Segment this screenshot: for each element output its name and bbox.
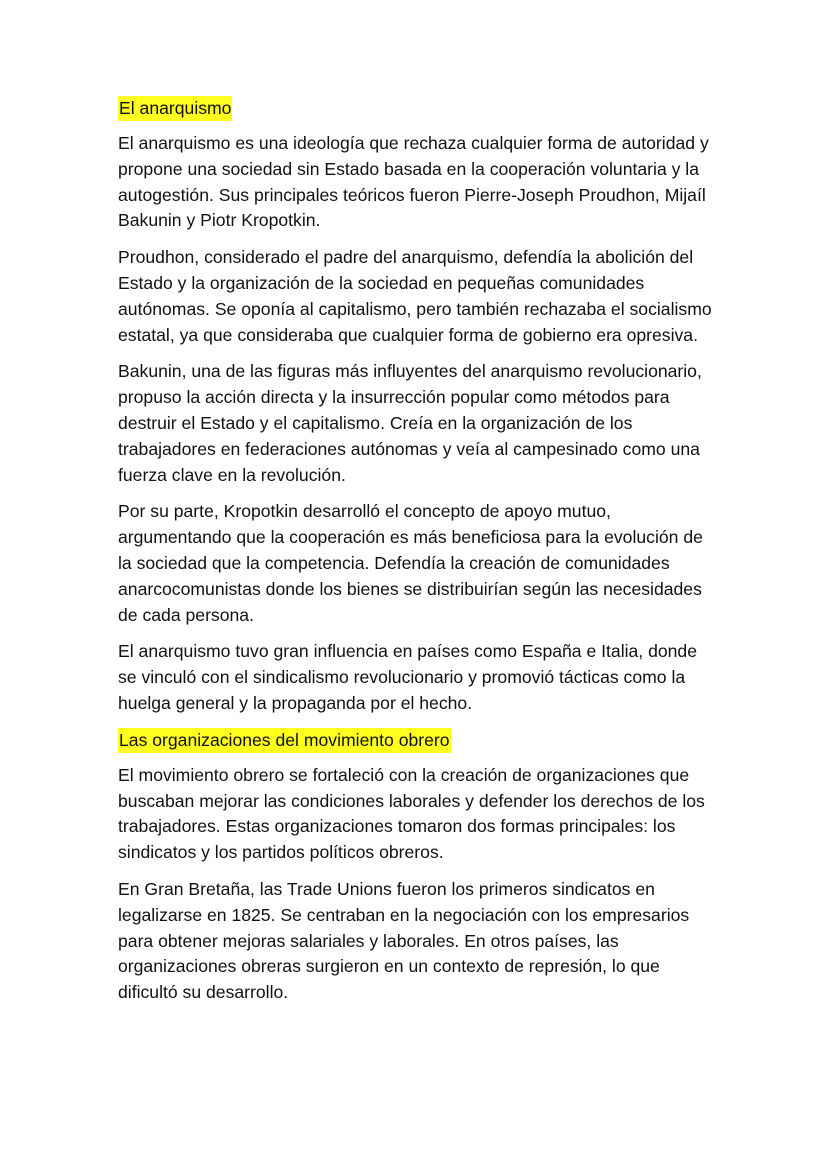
section-heading: Las organizaciones del movimiento obrero — [118, 728, 451, 753]
paragraph: En Gran Bretaña, las Trade Unions fueron los primeros sindicatos en legalizarse en 1825. Se centraban en la negociación con los empresarios para obtener mejoras salariales y laborales. En otros países, las organizaciones obreras surgieron en un contexto de represión, lo que dificultó su desarrollo. — [118, 878, 690, 1003]
paragraph: El anarquismo tuvo gran influencia en países como España e Italia, donde se vinculó con el sindicalismo revolucionario y promovió tácticas como la huelga general y la propaganda por el hecho. — [118, 641, 698, 713]
paragraph: El movimiento obrero se fortaleció con la creación de organizaciones que buscaban mejorar las condiciones laborales y defender los derechos de los trabajadores. Estas organizaciones tomaron dos formas principales: los sindicatos y los partidos políticos obreros. — [118, 764, 705, 863]
paragraph: Proudhon, considerado el padre del anarquismo, defendía la abolición del Estado y la organización de la sociedad en pequeñas comunidades autónomas. Se oponía al capitalismo, pero también rechazaba el socialismo estatal, ya que consideraba que cualquier forma de gobierno era opresiva. — [118, 247, 712, 345]
paragraph: Bakunin, una de las figuras más influyentes del anarquismo revolucionario, propuso la acción directa y la insurrección popular como métodos para destruir el Estado y el capitalismo. Creía en la organización de los trabajadores en federaciones autónomas y veía al campesinado como una fuerza clave en la revolución. — [118, 361, 702, 485]
section-heading: El anarquismo — [118, 96, 232, 121]
paragraph: Por su parte, Kropotkin desarrolló el concepto de apoyo mutuo, argumentando que la cooperación es más beneficiosa para la evolución de la sociedad que la competencia. Defendía la creación de comunidades anarcocomunistas donde los bienes se distribuirían según las necesidades de cada persona. — [118, 501, 703, 625]
section-organizaciones — [118, 728, 714, 1006]
paragraph: El anarquismo es una ideología que rechaza cualquier forma de autoridad y propone una sociedad sin Estado basada en la cooperación voluntaria y la autogestión. Sus principales teóricos fueron Pierre-Joseph Proudhon, Mijaíl Bakunin y Piotr Kropotkin. — [118, 133, 709, 231]
section-anarquismo — [118, 96, 714, 717]
document-page — [118, 96, 714, 1017]
